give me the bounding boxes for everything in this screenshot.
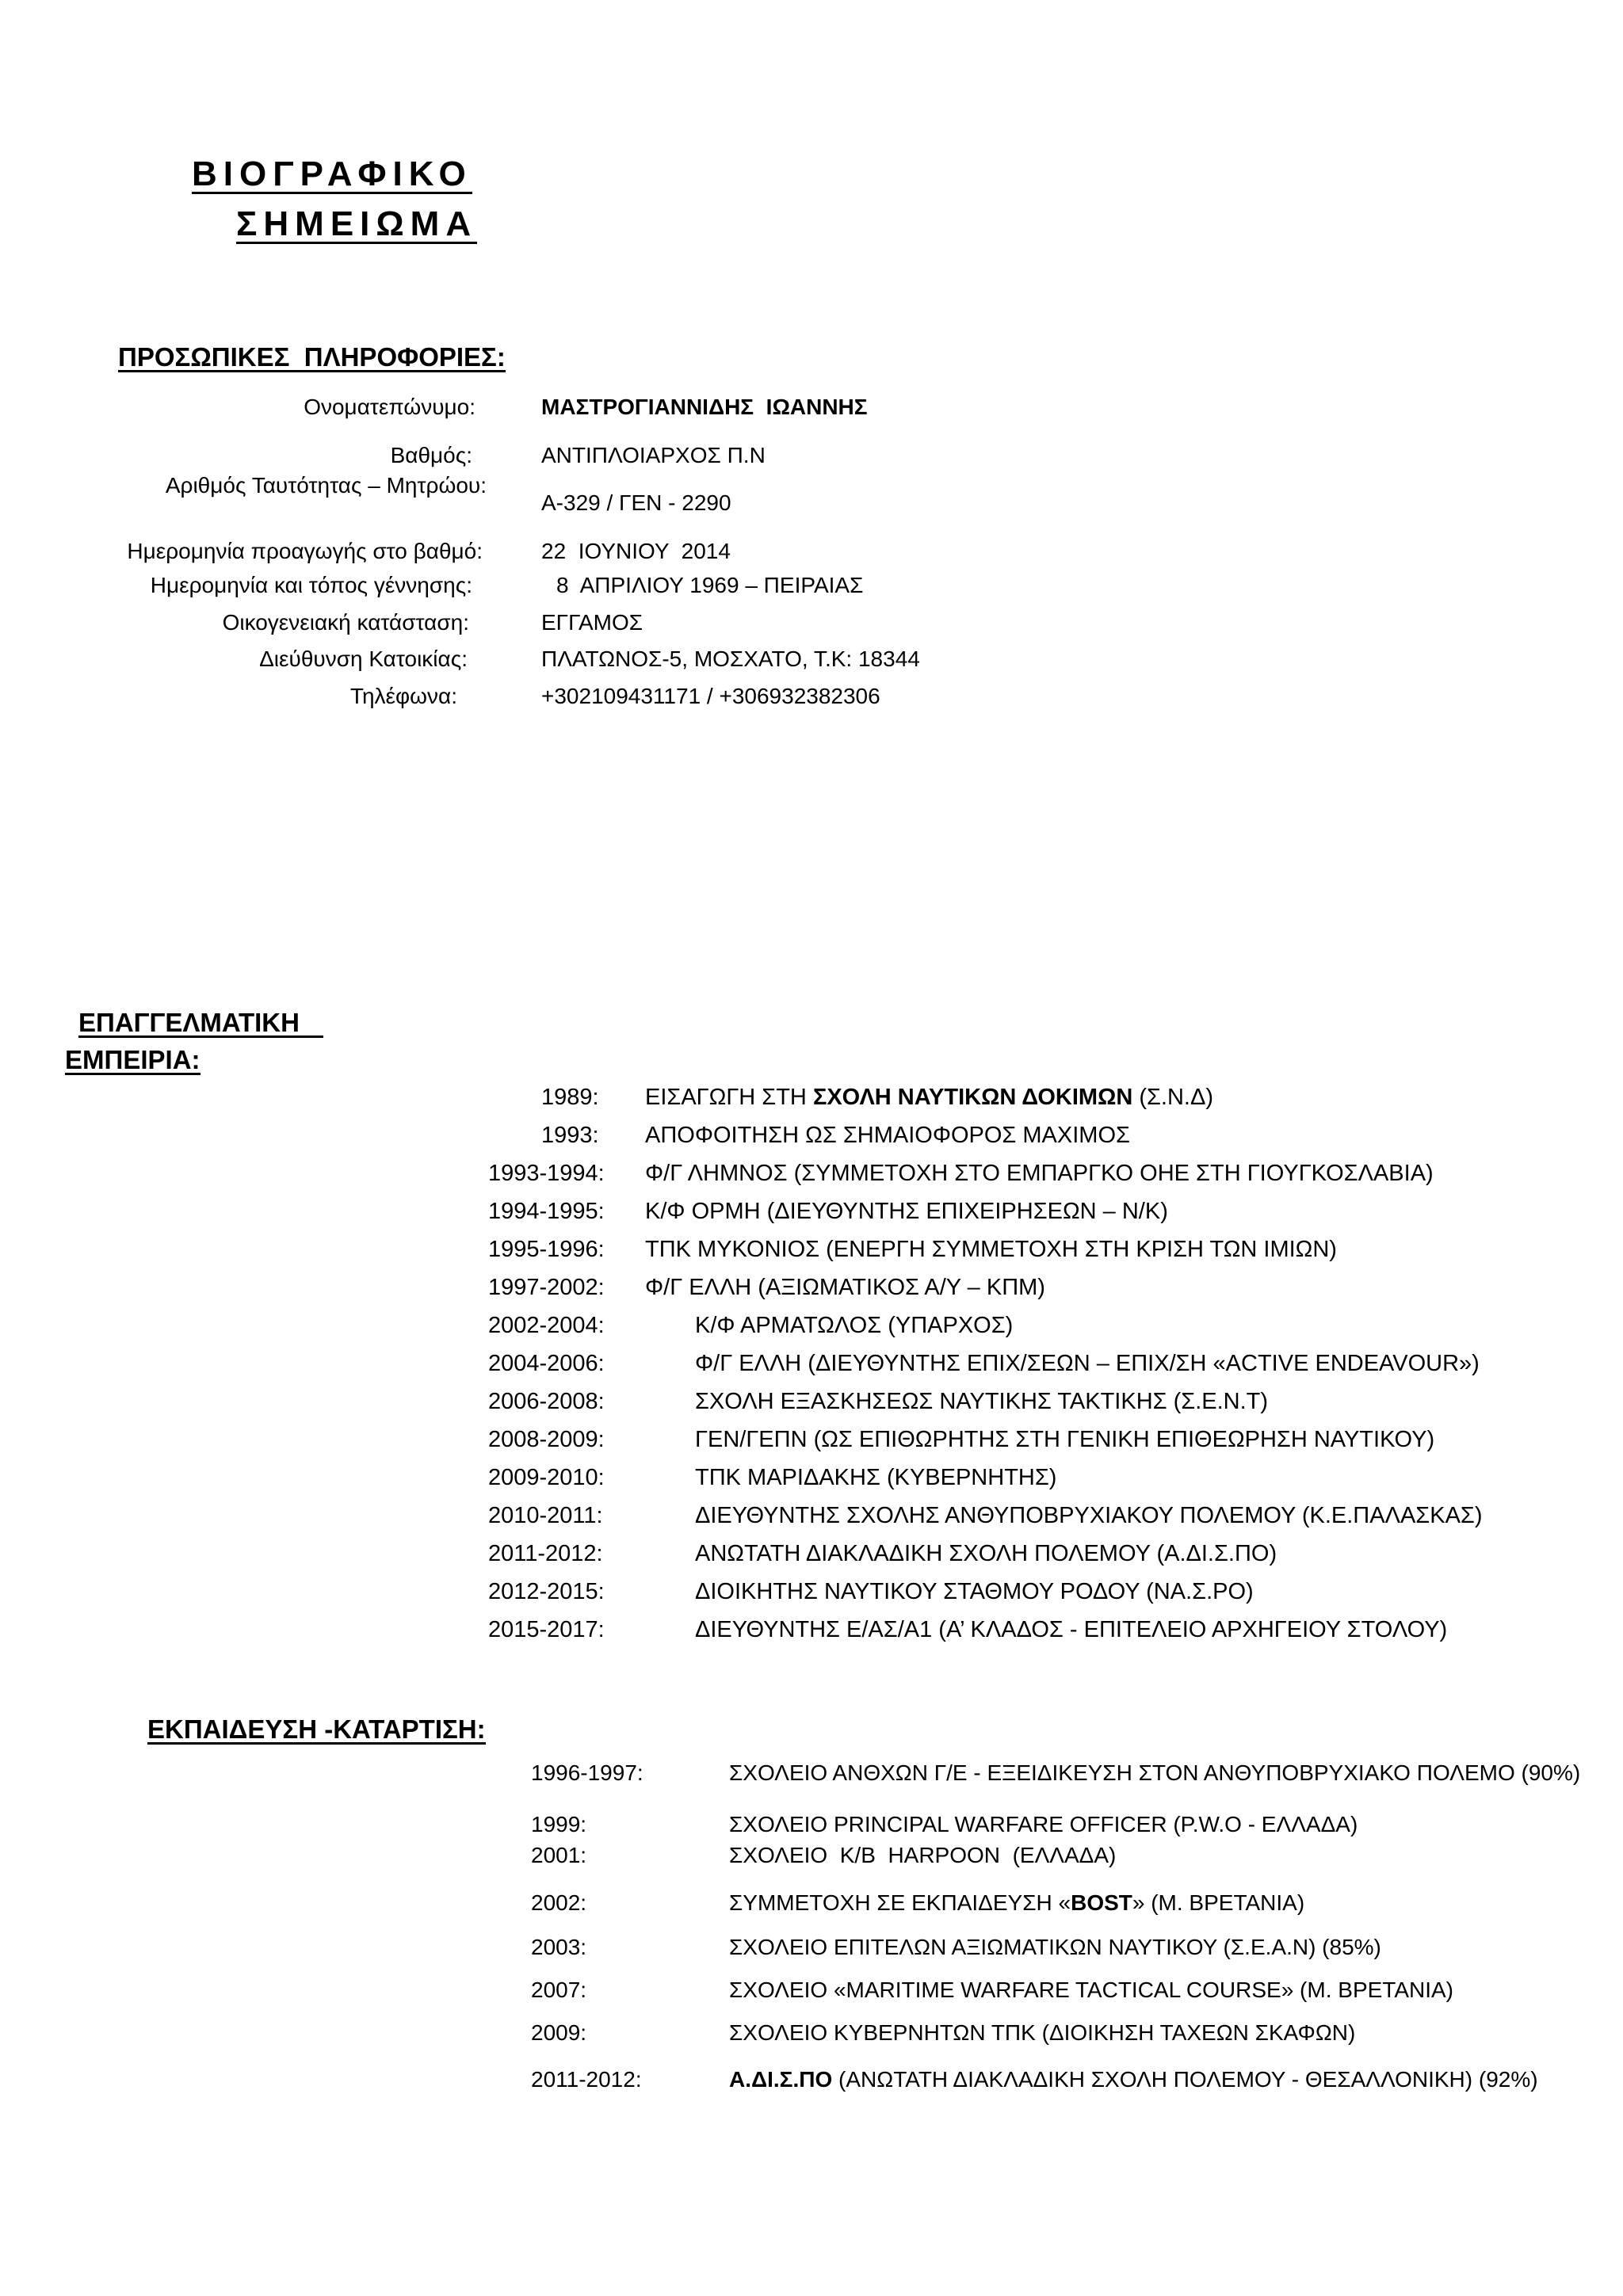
experience-period: 1997-2002: [488,1275,605,1300]
birth-info-label: Ημερομηνία και τόπος γέννησης: [150,573,472,597]
experience-description: Φ/Γ ΕΛΛΗ (ΑΞΙΩΜΑΤΙΚΟΣ Α/Υ – ΚΠΜ) [645,1275,1045,1300]
description-text: ΣΥΜΜΕΤΟΧΗ ΣΕ ΕΚΠΑΙΔΕΥΣΗ « [729,1890,1071,1915]
education-period: 1999: [531,1812,587,1836]
address-label: Διεύθυνση Κατοικίας: [259,646,468,671]
description-text-after: (ΑΝΩΤΑΤΗ ΔΙΑΚΛΑΔΙΚΗ ΣΧΟΛΗ ΠΟΛΕΜΟΥ - ΘΕΣΑΛΛΟΝΙΚΗ) (92%) [832,2067,1538,2092]
experience-description: ΓΕΝ/ΓΕΠΝ (ΩΣ ΕΠΙΘΩΡΗΤΗΣ ΣΤΗ ΓΕΝΙΚΗ ΕΠΙΘΕΩΡΗΣΗ ΝΑΥΤΙΚΟΥ) [695,1427,1435,1452]
full-name-label: Ονοματεπώνυμο: [304,395,475,419]
education-description: ΣΧΟΛΕΙΟ ΑΝΘΧΩΝ Γ/Ε - ΕΞΕΙΔΙΚΕΥΣΗ ΣΤΟΝ ΑΝΘΥΠΟΒΡΥΧΙΑΚΟ ΠΟΛΕΜΟ (90%) [729,1760,1581,1785]
document-title-line1: ΒΙΟΓΡΑΦΙΚΟ [192,154,472,193]
personal-info-heading: ΠΡΟΣΩΠΙΚΕΣ ΠΛΗΡΟΦΟΡΙΕΣ: [118,342,506,372]
experience-period: 2009-2010: [488,1465,605,1490]
experience-heading-line2: ΕΜΠΕΙΡΙΑ: [65,1045,200,1074]
phones-value: +302109431171 / +306932382306 [541,684,880,708]
experience-period: 2002-2004: [488,1313,605,1338]
description-text: ΕΙΣΑΓΩΓΗ ΣΤΗ [645,1085,813,1110]
id-number-value: Α-329 / ΓΕΝ - 2290 [541,490,731,515]
experience-description: Φ/Γ ΛΗΜΝΟΣ (ΣΥΜΜΕΤΟΧΗ ΣΤΟ ΕΜΠΑΡΓΚΟ ΟΗΕ ΣΤΗ ΓΙΟΥΓΚΟΣΛΑΒΙΑ) [645,1161,1434,1186]
experience-heading-line1: ΕΠΑΓΓΕΛΜΑΤΙΚΗ [78,1009,323,1038]
experience-period: 1993: [541,1123,599,1148]
experience-period: 2015-2017: [488,1617,605,1642]
promotion-date-value: 22 ΙΟΥΝΙΟΥ 2014 [541,539,731,563]
experience-period: 2012-2015: [488,1579,605,1604]
experience-description: ΤΠΚ ΜΑΡΙΔΑΚΗΣ (ΚΥΒΕΡΝΗΤΗΣ) [695,1465,1057,1490]
education-description: ΣΧΟΛΕΙΟ Κ/Β HARPOON (ΕΛΛΑΔΑ) [729,1843,1117,1867]
experience-period: 2010-2011: [488,1503,603,1528]
education-description [729,2066,1538,2093]
experience-period: 1989: [541,1085,599,1110]
education-description: ΣΧΟΛΕΙΟ PRINCIPAL WARFARE OFFICER (P.W.O - ΕΛΛΑΔΑ) [729,1812,1358,1836]
experience-description: ΔΙΕΥΘΥΝΤΗΣ ΣΧΟΛΗΣ ΑΝΘΥΠΟΒΡΥΧΙΑΚΟΥ ΠΟΛΕΜΟΥ (Κ.Ε.ΠΑΛΑΣΚΑΣ) [695,1503,1483,1528]
description-bold-text: Α.ΔΙ.Σ.ΠΟ [729,2067,833,2092]
experience-description: ΑΝΩΤΑΤΗ ΔΙΑΚΛΑΔΙΚΗ ΣΧΟΛΗ ΠΟΛΕΜΟΥ (Α.ΔΙ.Σ.ΠΟ) [695,1541,1277,1566]
experience-description: Φ/Γ ΕΛΛΗ (ΔΙΕΥΘΥΝΤΗΣ ΕΠΙΧ/ΣΕΩΝ – ΕΠΙΧ/ΣΗ «ACTIVE ENDEAVOUR») [695,1351,1480,1376]
education-period: 2003: [531,1935,587,1959]
education-heading: ΕΚΠΑΙΔΕΥΣΗ -ΚΑΤΑΡΤΙΣΗ: [147,1714,486,1744]
experience-period: 1993-1994: [488,1161,605,1186]
education-period: 1996-1997: [531,1760,643,1785]
rank-label: Βαθμός: [390,443,472,467]
experience-period: 2008-2009: [488,1427,605,1452]
experience-description [645,1084,1213,1111]
birth-info-value: 8 ΑΠΡΙΛΙΟΥ 1969 – ΠΕΙΡΑΙΑΣ [556,573,864,597]
education-description: ΣΧΟΛΕΙΟ «MARITIME WARFARE TACTICAL COURSE» (Μ. ΒΡΕΤΑΝΙΑ) [729,1978,1453,2002]
description-text-after: (Σ.Ν.Δ) [1132,1085,1213,1110]
marital-status-value: ΕΓΓΑΜΟΣ [541,610,643,635]
id-number-label: Αριθμός Ταυτότητας – Μητρώου: [165,473,487,498]
promotion-date-label: Ημερομηνία προαγωγής στο βαθμό: [127,539,483,563]
experience-description: ΑΠΟΦΟΙΤΗΣΗ ΩΣ ΣΗΜΑΙΟΦΟΡΟΣ ΜΑΧΙΜΟΣ [645,1123,1130,1148]
experience-period: 2004-2006: [488,1351,605,1376]
full-name-value: ΜΑΣΤΡΟΓΙΑΝΝΙΔΗΣ ΙΩΑΝΝΗΣ [541,395,868,419]
education-period: 2007: [531,1978,587,2002]
experience-description: Κ/Φ ΟΡΜΗ (ΔΙΕΥΘΥΝΤΗΣ ΕΠΙΧΕΙΡΗΣΕΩΝ – Ν/Κ) [645,1199,1168,1224]
experience-description: Κ/Φ ΑΡΜΑΤΩΛΟΣ (ΥΠΑΡΧΟΣ) [695,1313,1014,1338]
education-description: ΣΧΟΛΕΙΟ ΚΥΒΕΡΝΗΤΩΝ ΤΠΚ (ΔΙΟΙΚΗΣΗ ΤΑΧΕΩΝ ΣΚΑΦΩΝ) [729,2020,1356,2045]
experience-description: ΣΧΟΛΗ ΕΞΑΣΚΗΣΕΩΣ ΝΑΥΤΙΚΗΣ ΤΑΚΤΙΚΗΣ (Σ.Ε.Ν.Τ) [695,1389,1269,1414]
phones-label: Τηλέφωνα: [349,684,457,708]
education-period: 2002: [531,1890,587,1915]
education-period: 2011-2012: [531,2067,642,2092]
experience-description: ΤΠΚ ΜΥΚΟΝΙΟΣ (ΕΝΕΡΓΗ ΣΥΜΜΕΤΟΧΗ ΣΤΗ ΚΡΙΣΗ ΤΩΝ ΙΜΙΩΝ) [645,1237,1337,1262]
education-period: 2001: [531,1843,587,1867]
experience-period: 2011-2012: [488,1541,603,1566]
experience-period: 2006-2008: [488,1389,605,1414]
rank-value: ΑΝΤΙΠΛΟΙΑΡΧΟΣ Π.Ν [541,443,766,467]
education-description [729,1890,1304,1917]
education-description: ΣΧΟΛΕΙΟ ΕΠΙΤΕΛΩΝ ΑΞΙΩΜΑΤΙΚΩΝ ΝΑΥΤΙΚΟΥ (Σ.Ε.Α.Ν) (85%) [729,1935,1381,1959]
experience-period: 1995-1996: [488,1237,605,1262]
description-text-after: » (Μ. ΒΡΕΤΑΝΙΑ) [1132,1890,1305,1915]
experience-period: 1994-1995: [488,1199,605,1224]
description-bold-text: ΣΧΟΛΗ ΝΑΥΤΙΚΩΝ ΔΟΚΙΜΩΝ [812,1085,1133,1110]
marital-status-label: Οικογενειακή κατάσταση: [222,610,469,635]
document-title-line2: ΣΗΜΕΙΩΜΑ [236,204,478,243]
address-value: ΠΛΑΤΩΝΟΣ-5, ΜΟΣΧΑΤΟ, Τ.Κ: 18344 [541,646,920,671]
experience-description: ΔΙΕΥΘΥΝΤΗΣ Ε/ΑΣ/Α1 (Α’ ΚΛΑΔΟΣ - ΕΠΙΤΕΛΕΙΟ ΑΡΧΗΓΕΙΟΥ ΣΤΟΛΟΥ) [695,1617,1448,1642]
description-bold-text: BOST [1071,1890,1132,1915]
experience-description: ΔΙΟΙΚΗΤΗΣ ΝΑΥΤΙΚΟΥ ΣΤΑΘΜΟΥ ΡΟΔΟΥ (ΝΑ.Σ.ΡΟ) [695,1579,1254,1604]
education-period: 2009: [531,2020,587,2045]
